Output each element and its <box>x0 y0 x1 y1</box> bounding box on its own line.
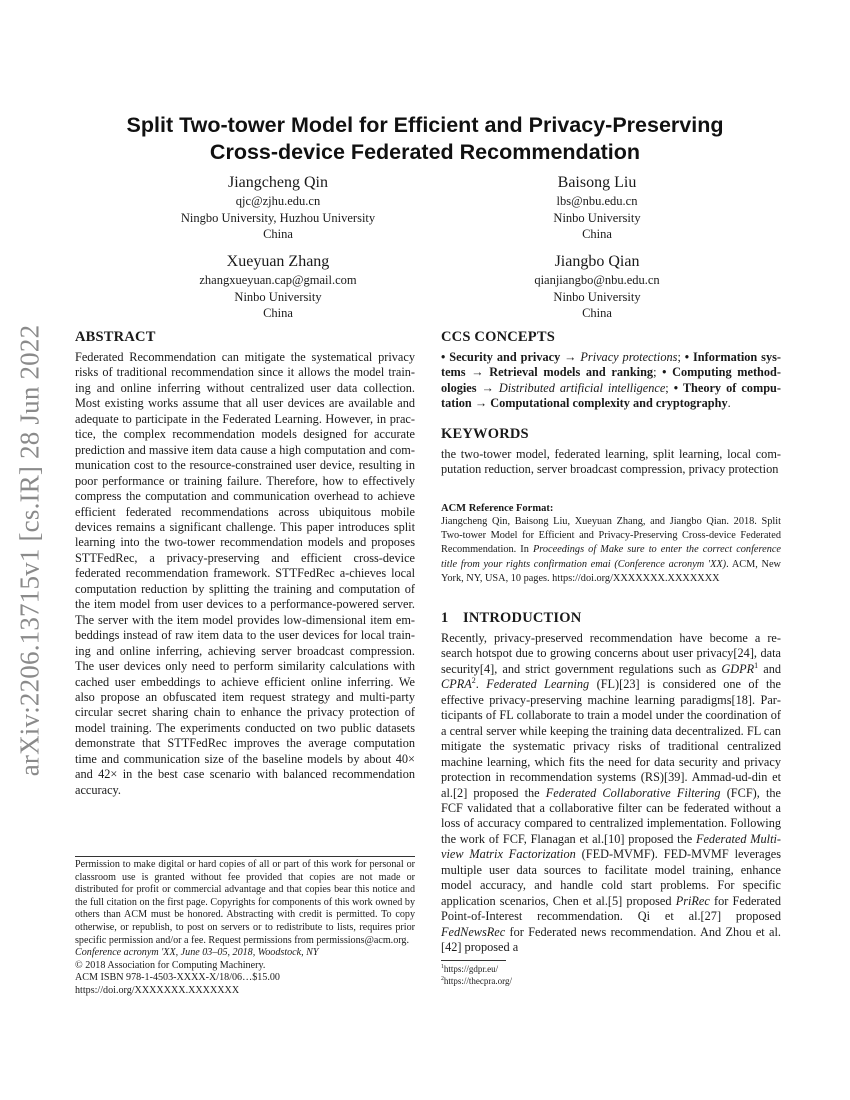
keywords-text: the two-tower model, federated learning, split learning, local computation reduction, server broadcast compression, privacy protection <box>441 447 781 477</box>
author-name: Baisong Liu <box>557 174 637 191</box>
author-block <box>128 173 428 243</box>
arxiv-identifier-stamp <box>8 300 52 800</box>
copyright-line: © 2018 Association for Computing Machinery. <box>75 959 266 971</box>
author-email: zhangxueyuan.cap@gmail.com <box>199 273 357 287</box>
ccs-heading: CCS CONCEPTS <box>441 329 555 345</box>
paper-title <box>75 112 775 166</box>
keywords-section <box>441 425 781 478</box>
title-line-1: Split Two-tower Model for Efficient and Privacy-Preserving <box>126 113 724 137</box>
footnote-1: $^1$https://gdpr.eu/ <box>441 964 499 974</box>
acm-reference-heading: ACM Reference Format: <box>441 503 554 514</box>
author-email: qjc@zjhu.edu.cn <box>235 194 321 208</box>
author-country: China <box>582 227 612 241</box>
abstract-heading: ABSTRACT <box>75 329 156 345</box>
page-footnotes <box>441 960 781 987</box>
footnote-link[interactable]: https://gdpr.eu/ <box>443 964 499 974</box>
isbn-line: ACM ISBN 978-1-4503-XXXX-X/18/06…$15.00 <box>75 972 280 984</box>
author-block <box>128 252 428 322</box>
author-country: China <box>263 227 293 241</box>
author-affiliation: Ninbo University <box>553 210 641 225</box>
acm-reference-text: Jiangcheng Qin, Baisong Liu, Xueyuan Zhang, and Jiangbo Qian. 2018. Split Two-tower Model for Efficient and Privacy-Preserving Cross-device Federated Recommendation. In Proceedings of Make sure to enter the correct conference title from your rights confirmation emai (Conference acronym 'XX). ACM, New York, NY, USA, 10 pages. https://doi.org/XXXXXXX.XXXXXXX <box>441 516 781 584</box>
introduction-heading <box>441 609 781 627</box>
permission-text: Permission to make digital or hard copies of all or part of this work for personal or classroom use is granted without fee provided that copies are not made or distributed for profit or commercial advantage and that copies bear this notice and the full citation on the first page. Copyrights for components of this work owned by others than ACM must be honored. Abstracting with credit is permitted. To copy otherwise, or republish, to post on servers or to redistribute to lists, requires prior specific permission and/or a fee. Request permissions from permissions@acm.org. <box>75 859 415 946</box>
ccs-item: • Computing methodologies → Distributed artificial intelligence; <box>441 365 781 395</box>
conference-info: Conference acronym 'XX, June 03–05, 2018, Woodstock, NY <box>75 947 319 959</box>
abstract-section <box>75 328 415 798</box>
author-affiliation: Ningbo University, Huzhou University <box>180 210 376 225</box>
permission-footnote <box>75 856 415 998</box>
footnote-rule <box>75 856 415 857</box>
keywords-heading: KEYWORDS <box>441 426 529 442</box>
doi-line: https://doi.org/XXXXXXX.XXXXXXX <box>75 984 240 996</box>
introduction-text: Recently, privacy-preserved recommendation have become a research hotspot due to growing concerns about user privacy[24], data security[4], and strict government regulations such as GDPR$^1$ and CPRA$^2$. Federated Learning (FL)[23] is considered one of the effective privacy-preserving machine learning paradigms[18]. Participants of FL collaborate to train a model under the coordination of a central server while keeping the training data decentralized. FL can mitigate the systematic privacy risks of traditional centralized machine learning, which fits the need for data security and privacy protection in recommendation systems (RS)[39]. Ammad-ud-din et al.[2] proposed the Federated Collaborative Filtering (FCF), the FCF validated that a collaborative filter can be federated without a loss of accuracy compared to centralized implementation. Following the work of FCF, Flanagan et al.[10] proposed the Federated Multi-view Matrix Factorization (FED-MVMF). FED-MVMF leverages multiple user data sources to facilitate model training, enhance model accuracy, and handle cold start problems. For specific application scenarios, Chen et al.[5] proposed PriRec for Federated Point-of-Interest recommendation. Qi et al.[27] proposed FedNewsRec for Federated news recommendation. And Zhou et al.[42] proposed a <box>441 631 782 955</box>
author-block <box>447 173 747 243</box>
section-number: 1 <box>441 610 449 626</box>
author-country: China <box>582 306 612 320</box>
author-affiliation: Ninbo University <box>234 289 322 304</box>
section-title: INTRODUCTION <box>463 610 582 626</box>
footnote-2: $^2$https://thecpra.org/ <box>441 976 512 986</box>
ccs-item: • Theory of computation → Computational complexity and cryptography. <box>441 380 781 411</box>
introduction-section <box>441 609 781 956</box>
ccs-item: • Information systems → Retrieval models and ranking; <box>441 350 781 380</box>
abstract-text: Federated Recommendation can mitigate the systematical privacy risks of traditional recommendation since it allows the model training and online inferring without centralized user data collection. Most existing works assume that all user devices are available and adequate to participate in the Federated Learning. However, in practice, the complex recommendation models designed for accurate prediction and massive item data cause a high computation and communication cost to the resource-constrained user device, resulting in poor performance or training failure. Therefore, how to effectively compress the computation and communication overhead to achieve efficient federated recommendations across ubiquitous mobile devices remains a significant challenge. This paper introduces split learning into the two-tower recommendation models and proposes STTFedRec, a privacy-preserving and efficient cross-device federated recommendation framework. STTFedRec a-chieves local computation reduction by splitting the training and computation of the item model from user devices to a performance-powered server. The server with the item model provides low-dimensional item embeddings instead of raw item data to the user devices for local training and online inferring, achieving server broadcast compression. The user devices only need to perform similarity calculations with cached user embeddings to achieve efficient online inferring. We also propose an obfuscated item request strategy and multi-party circular secret sharing chain to enhance the privacy protection of model training. The experiments conducted on two public datasets demonstrate that STTFedRec improves the average computation time and communication size of the baseline models by about 40× and 42× in the best case scenario with balanced recommendation accuracy. <box>75 350 415 797</box>
footnote-link[interactable]: https://thecpra.org/ <box>443 976 512 986</box>
author-email: lbs@nbu.edu.cn <box>556 194 638 208</box>
author-block <box>447 252 747 322</box>
author-name: Xueyuan Zhang <box>226 253 330 270</box>
ccs-concepts-section <box>441 328 781 412</box>
arxiv-stamp-text: arXiv:2206.13715v1 [cs.IR] 28 Jun 2022 <box>14 324 45 776</box>
author-email: qianjiangbo@nbu.edu.cn <box>534 273 660 287</box>
author-name: Jiangbo Qian <box>554 253 640 270</box>
acm-reference-section <box>441 502 781 586</box>
author-country: China <box>263 306 293 320</box>
author-affiliation: Ninbo University <box>553 289 641 304</box>
author-name: Jiangcheng Qin <box>228 174 328 191</box>
title-line-2: Cross-device Federated Recommendation <box>209 140 641 164</box>
ccs-item: • Security and privacy → Privacy protections; <box>441 350 685 364</box>
ccs-text <box>441 350 781 412</box>
footnote-rule <box>441 960 506 961</box>
